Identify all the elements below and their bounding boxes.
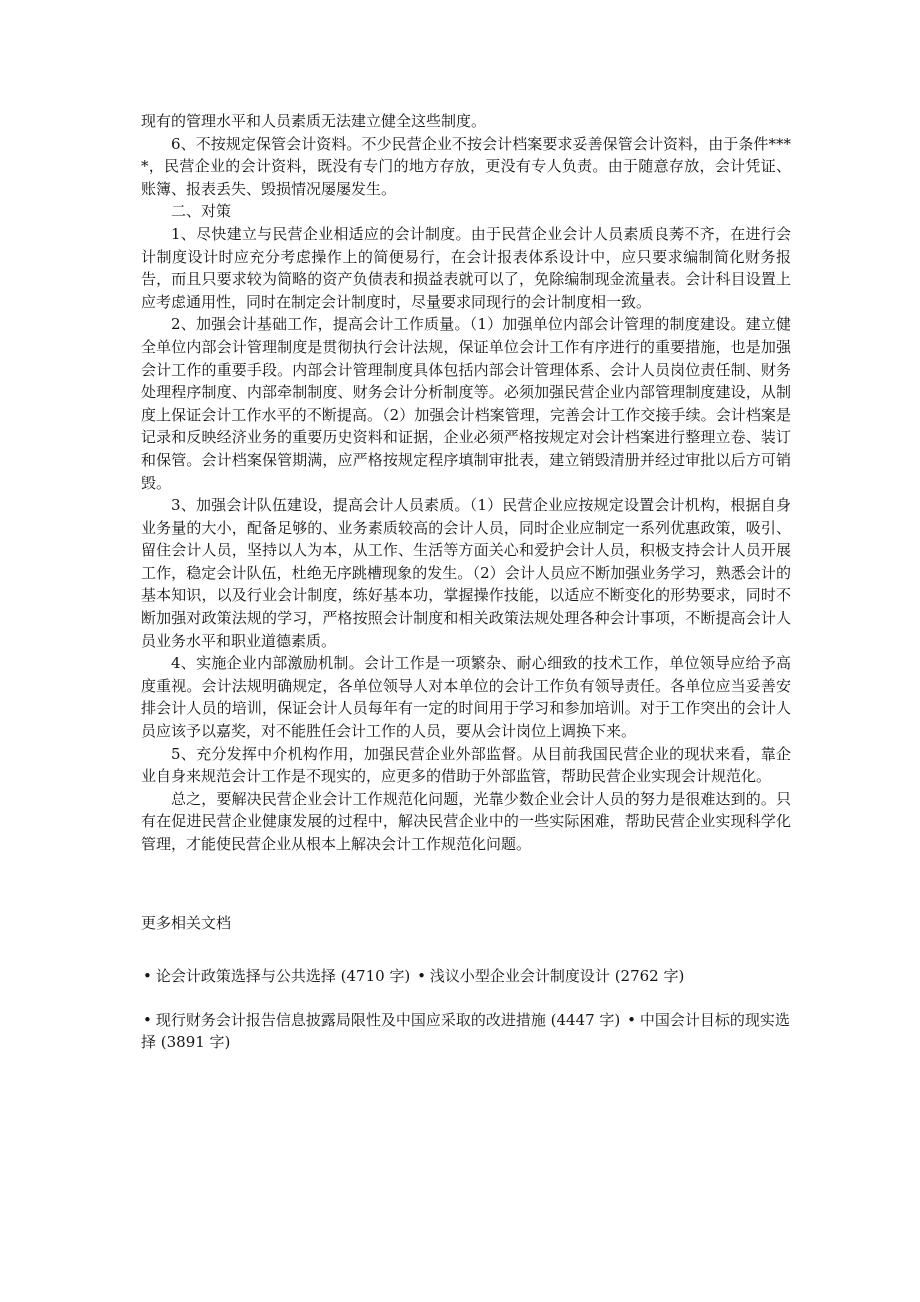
- paragraph: 4、实施企业内部激励机制。会计工作是一项繁杂、耐心细致的技术工作，单位领导应给予高度重视。会计法规明确规定，各单位领导人对本单位的会计工作负有领导责任。各单位应当妥善安排会计人员的培训，保证会计人员每年有一定的时间用于学习和参加培训。对于工作突出的会计人员应该予以嘉奖，对不能胜任会计工作的人员，要从会计岗位上调换下来。: [141, 654, 791, 741]
- related-links-row: [141, 965, 791, 987]
- related-link[interactable]: 浅议小型企业会计制度设计 (2762 字): [429, 966, 685, 985]
- paragraph: 总之，要解决民营企业会计工作规范化问题，光靠少数企业会计人员的努力是很难达到的。只有在促进民营企业健康发展的过程中，解决民营企业中的一些实际困难，帮助民营企业实现科学化管理，才能使民营企业从根本上解决会计工作规范化问题。: [141, 789, 791, 853]
- paragraph: 6、不按规定保管会计资料。不少民营企业不按会计档案要求妥善保管会计资料，由于条件****，民营企业的会计资料，既没有专门的地方存放，更没有专人负责。由于随意存放，会计凭证、账簿、报表丢失、毁损情况屡屡发生。: [141, 134, 791, 198]
- bullet: •: [143, 966, 152, 985]
- paragraph: 3、加强会计队伍建设，提高会计人员素质。（1）民营企业应按规定设置会计机构，根据自身业务量的大小，配备足够的、业务素质较高的会计人员，同时企业应制定一系列优惠政策，吸引、留住会计人员，坚持以人为本，从工作、生活等方面关心和爱护会计人员，积极支持会计人员开展工作，稳定会计队伍，杜绝无序跳槽现象的发生。（2）会计人员应不断加强业务学习，熟悉会计的基本知识，以及行业会计制度，练好基本功，掌握操作技能，以适应不断变化的形势要求，同时不断加强对政策法规的学习，严格按照会计制度和相关政策法规处理各种会计事项，不断提高会计人员业务水平和职业道德素质。: [141, 496, 791, 650]
- paragraph: 2、加强会计基础工作，提高会计工作质量。（1）加强单位内部会计管理的制度建设。建立健全单位内部会计管理制度是贯彻执行会计法规，保证单位会计工作有序进行的重要措施，也是加强会计工作的重要手段。内部会计管理制度具体包括内部会计管理体系、会计人员岗位责任制、财务处理程序制度、内部牵制制度、财务会计分析制度等。必须加强民营企业内部管理制度建设，从制度上保证会计工作水平的不断提高。（2）加强会计档案管理，完善会计工作交接手续。会计档案是记录和反映经济业务的重要历史资料和证据，企业必须严格按规定对会计档案进行整理立卷、装订和保管。会计档案保管期满，应严格按规定程序填制审批表，建立销毁清册并经过审批以后方可销毁。: [141, 315, 791, 492]
- paragraph: 5、充分发挥中介机构作用，加强民营企业外部监督。从目前我国民营企业的现状来看，靠企业自身来规范会计工作是不现实的，应更多的借助于外部监管，帮助民营企业实现会计规范化。: [141, 744, 791, 786]
- related-links-row: [141, 1009, 791, 1053]
- related-documents-title: 更多相关文档: [141, 913, 232, 932]
- paragraph: 现有的管理水平和人员素质无法建立健全这些制度。: [141, 112, 487, 130]
- bullet: •: [143, 1010, 152, 1029]
- section-heading: 二、对策: [171, 202, 232, 221]
- related-link[interactable]: 现行财务会计报告信息披露局限性及中国应采取的改进措施 (4447 字): [155, 1010, 621, 1029]
- document-body: [141, 110, 791, 1075]
- paragraph: 1、尽快建立与民营企业相适应的会计制度。由于民营企业会计人员素质良莠不齐，在进行会计制度设计时应充分考虑操作上的简便易行，在会计报表体系设计中，应只要求编制简化财务报告，而且只要求较为简略的资产负债表和损益表就可以了，免除编制现金流量表。会计科目设置上应考虑通用性，同时在制定会计制度时，尽量要求同现行的会计制度相一致。: [141, 224, 791, 311]
- related-documents: [141, 912, 791, 1053]
- related-link[interactable]: 论会计政策选择与公共选择 (4710 字): [155, 966, 411, 985]
- bullet: •: [627, 1010, 636, 1029]
- bullet: •: [417, 966, 426, 985]
- related-link[interactable]: 中国会计目标的现实选择 (3891 字): [141, 1010, 790, 1051]
